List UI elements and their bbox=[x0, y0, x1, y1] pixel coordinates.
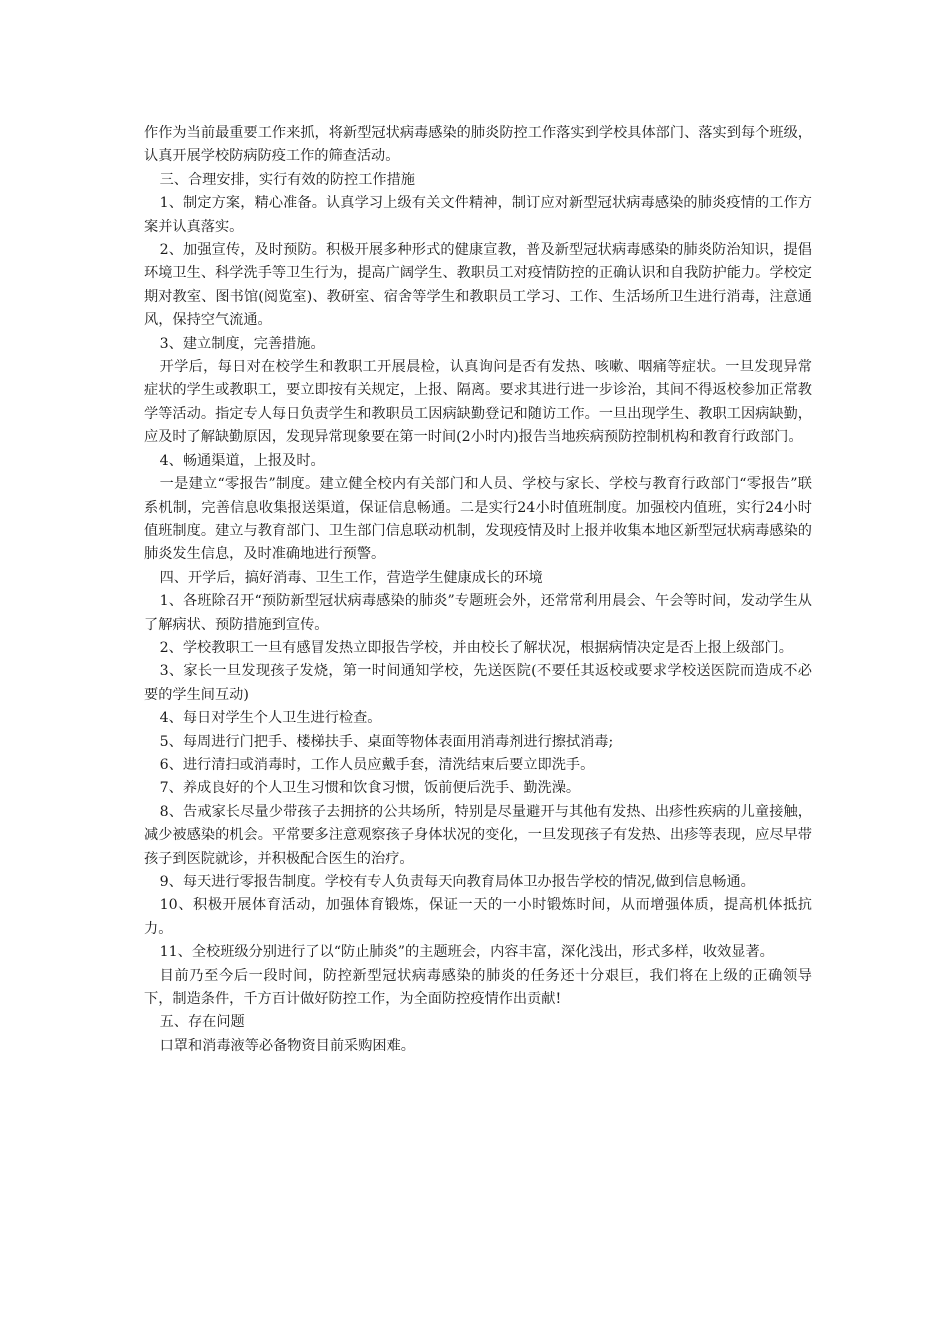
paragraph-item-4: 4、畅通渠道，上报及时。 bbox=[159, 452, 325, 469]
section-heading-4: 四、开学后，搞好消毒、卫生工作，营造学生健康成长的环境 bbox=[159, 569, 543, 586]
list-item-8: 8、告戒家长尽量少带孩子去拥挤的公共场所，特别是尽量避开与其他有发热、出疹性疾病的儿童接触，减少被感染的机会。平常要多注意观察孩子身体状况的变化，一旦发现孩子有发热、出疹等表现，应尽早带孩子到医院就诊，并积极配合医生的治疗。 bbox=[144, 803, 812, 867]
section-heading-3: 三、合理安排，实行有效的防控工作措施 bbox=[159, 171, 415, 188]
list-item-4: 4、每日对学生个人卫生进行检查。 bbox=[159, 710, 382, 727]
section-heading-5: 五、存在问题 bbox=[159, 1014, 245, 1031]
problem-paragraph: 口罩和消毒液等必备物资目前采购困难。 bbox=[159, 1037, 415, 1054]
list-item-9: 9、每天进行零报告制度。学校有专人负责每天向教育局体卫办报告学校的情况,做到信息畅通。 bbox=[159, 874, 755, 890]
paragraph-item-2: 2、加强宣传，及时预防。积极开展多种形式的健康宣教，普及新型冠状病毒感染的肺炎防治知识，提倡环境卫生、科学洗手等卫生行为，提高广阔学生、教职员工对疫情防控的正确认识和自我防护能力。学校定期对教室、图书馆(阅览室)、教研室、宿舍等学生和教职员工学习、工作、生活场所卫生进行消毒，注意通风，保持空气流通。 bbox=[144, 242, 812, 329]
list-item-3: 3、家长一旦发现孩子发烧，第一时间通知学校，先送医院(不要任其返校或要求学校送医院而造成不必要的学生间互动) bbox=[144, 663, 812, 703]
list-item-10: 10、积极开展体育活动，加强体育锻炼，保证一天的一小时锻炼时间，从而增强体质，提高机体抵抗力。 bbox=[144, 897, 812, 937]
closing-paragraph: 目前乃至今后一段时间，防控新型冠状病毒感染的肺炎的任务还十分艰巨，我们将在上级的正确领导下，制造条件，千方百计做好防控工作，为全面防控疫情作出贡献! bbox=[144, 967, 812, 1008]
list-item-5: 5、每周进行门把手、楼梯扶手、桌面等物体表面用消毒剂进行擦拭消毒; bbox=[159, 733, 614, 750]
list-item-11: 11、全校班级分别进行了以“防止肺炎”的主题班会，内容丰富，深化浅出，形式多样，收效显著。 bbox=[159, 944, 774, 961]
paragraph-item-4-detail: 一是建立“零报告”制度。建立健全校内有关部门和人员、学校与家长、学校与教育行政部门“零报告”联系机制，完善信息收集报送渠道，保证信息畅通。二是实行24小时值班制度。加强校内值班，实行24小时值班制度。建立与教育部门、卫生部门信息联动机制，发现疫情及时上报并收集本地区新型冠状病毒感染的肺炎发生信息，及时准确地进行预警。 bbox=[144, 476, 812, 563]
document-page bbox=[144, 122, 812, 1058]
list-item-7: 7、养成良好的个人卫生习惯和饮食习惯，饭前便后洗手、勤洗澡。 bbox=[159, 780, 581, 797]
paragraph-item-1: 1、制定方案，精心准备。认真学习上级有关文件精神，制订应对新型冠状病毒感染的肺炎疫情的工作方案并认真落实。 bbox=[144, 195, 812, 235]
paragraph-item-3-detail: 开学后，每日对在校学生和教职工开展晨检，认真询问是否有发热、咳嗽、咽痛等症状。一旦发现异常症状的学生或教职工，要立即按有关规定，上报、隔离。要求其进行进一步诊治，其间不得返校参加正常教学等活动。指定专人每日负责学生和教职员工因病缺勤登记和随访工作。一旦出现学生、教职工因病缺勤，应及时了解缺勤原因，发现异常现象要在第一时间(2小时内)报告当地疾病预防控制机构和教育行政部门。 bbox=[144, 359, 812, 446]
list-item-2: 2、学校教职工一旦有感冒发热立即报告学校，并由校长了解状况，根据病情决定是否上报上级部门。 bbox=[159, 639, 793, 656]
paragraph-item-3: 3、建立制度，完善措施。 bbox=[159, 335, 325, 352]
list-item-6: 6、进行清扫或消毒时，工作人员应戴手套，清洗结束后要立即洗手。 bbox=[159, 756, 595, 773]
paragraph-continuation: 作作为当前最重要工作来抓，将新型冠状病毒感染的肺炎防控工作落实到学校具体部门、落实到每个班级，认真开展学校防病防疫工作的筛查活动。 bbox=[144, 125, 812, 165]
list-item-1: 1、各班除召开“预防新型冠状病毒感染的肺炎”专题班会外，还常常利用晨会、午会等时间，发动学生从了解病状、预防措施到宣传。 bbox=[144, 593, 812, 633]
